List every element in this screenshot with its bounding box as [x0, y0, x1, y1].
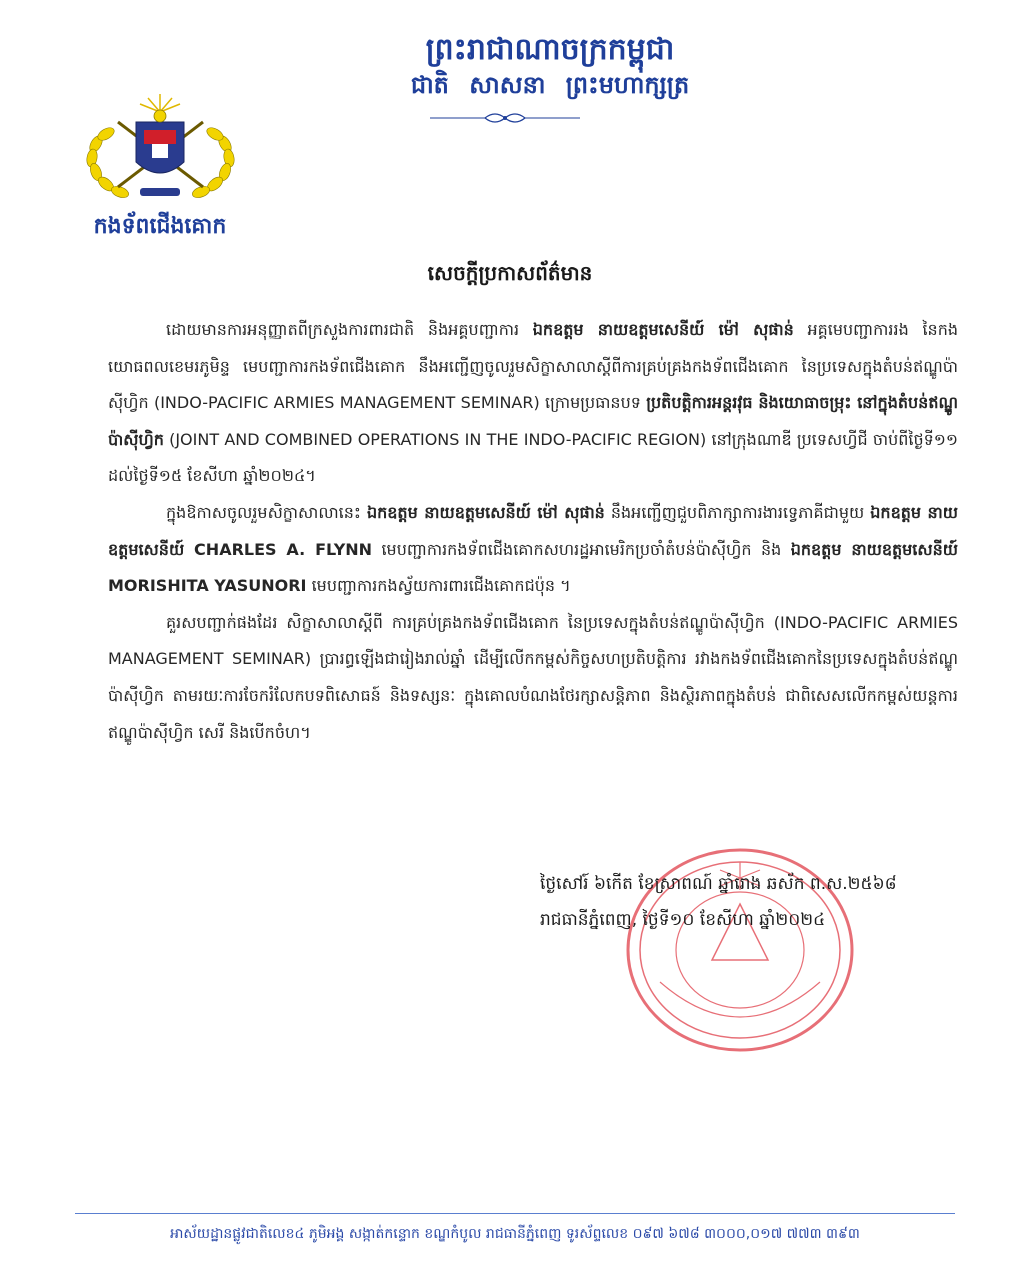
army-emblem-logo	[78, 92, 243, 210]
paragraph-2: ក្នុងឱកាសចូលរួមសិក្ខាសាលានេះ ឯកឧត្តម នាយឧត្តមសេនីយ៍ ម៉ៅ សុផាន់ នឹងអញ្ជើញជួបពិភាក្សាការងារទ្វេភាគីជាមួយ ឯកឧត្តម នាយឧត្តមសេនីយ៍ CHARLES A. FLYNN មេបញ្ជាការកងទ័ពជើងគោកសហរដ្ឋអាមេរិកប្រចាំតំបន់ប៉ាស៊ីហ្វិក និង ឯកឧត្តម នាយឧត្តមសេនីយ៍ MORISHITA YASUNORI មេបញ្ជាការកងស្វ័យការពារជើងគោកជប៉ុន ។	[108, 502, 959, 596]
ornament-divider	[430, 110, 580, 126]
national-motto: ជាតិ សាសនា ព្រះមហាក្សត្រ	[410, 71, 690, 99]
signature-date-block	[540, 866, 960, 938]
document-title: សេចក្តីប្រកាសព័ត៌មាន	[427, 261, 593, 285]
lunar-date: ថ្ងៃសៅរ៍ ៦កើត ខែស្រាពណ៍ ឆ្នាំរោង ឆស័ក ព.ស.២៥៦៨	[540, 874, 897, 894]
kingdom-title: ព្រះរាជាណាចក្រកម្ពុជា	[425, 32, 675, 67]
place-and-date: រាជធានីភ្នំពេញ, ថ្ងៃទី១០ ខែសីហា ឆ្នាំ២០២៤	[540, 910, 826, 930]
document-body	[108, 312, 958, 751]
footer-address: អាស័យដ្ឋានផ្លូវជាតិលេខ៤ ភូមិអង្គ សង្កាត់កន្ទោក ខណ្ឌកំបូល រាជធានីភ្នំពេញ ទូរស័ព្ទលេខ ០៩៧ ៦៧៨ ៣០០០,០១៧ ៧៧៣ ៣៩៣	[170, 1226, 860, 1242]
paragraph-1: ដោយមានការអនុញ្ញាតពីក្រសួងការពារជាតិ និងអគ្គបញ្ជាការ ឯកឧត្តម នាយឧត្តមសេនីយ៍ ម៉ៅ សុផាន់ អគ្គមេបញ្ជាការរង នៃកងយោធពលខេមរភូមិន្ទ មេបញ្ជាការកងទ័ពជើងគោក នឹងអញ្ជើញចូលរួមសិក្ខាសាលាស្តីពីការគ្រប់គ្រងកងទ័ពជើងគោក នៃប្រទេសក្នុងតំបន់ឥណ្ឌូប៉ាស៊ីហ្វិក (INDO-PACIFIC ARMIES MANAGEMENT SEMINAR) ក្រោមប្រធានបទ ប្រតិបត្តិការអន្តរវុធ និងយោធាចម្រុះ នៅក្នុងតំបន់ឥណ្ឌូប៉ាស៊ីហ្វិក (JOINT AND COMBINED OPERATIONS IN THE INDO-PACIFIC REGION) នៅក្រុងណាឌី ប្រទេសហ្វីជី ចាប់ពីថ្ងៃទី១១ ដល់ថ្ងៃទី១៥ ខែសីហា ឆ្នាំ២០២៤។	[108, 320, 959, 486]
organization-name: កងទ័ពជើងគោក	[93, 214, 227, 239]
paragraph-3: គួរសបញ្ជាក់ផងដែរ សិក្ខាសាលាស្តីពី ការគ្រប់គ្រងកងទ័ពជើងគោក នៃប្រទេសក្នុងតំបន់ឥណ្ឌូប៉ាស៊ីហ្វិក (INDO-PACIFIC ARMIES MANAGEMENT SEMINAR) ប្រារព្ធឡើងជារៀងរាល់ឆ្នាំ ដើម្បីលើកកម្ពស់កិច្ចសហប្រតិបត្តិការ រវាងកងទ័ពជើងគោកនៃប្រទេសក្នុងតំបន់ឥណ្ឌូប៉ាស៊ីហ្វិក តាមរយៈការចែករំលែកបទពិសោធន៍ និងទស្សនៈ ក្នុងគោលបំណងថែរក្សាសន្តិភាព និងស្ថិរភាពក្នុងតំបន់ ជាពិសេសលើកកម្ពស់យន្តការ ឥណ្ឌូប៉ាស៊ីហ្វិក សេរី និងបើកចំហ។	[108, 612, 958, 742]
footer-divider	[75, 1213, 955, 1214]
